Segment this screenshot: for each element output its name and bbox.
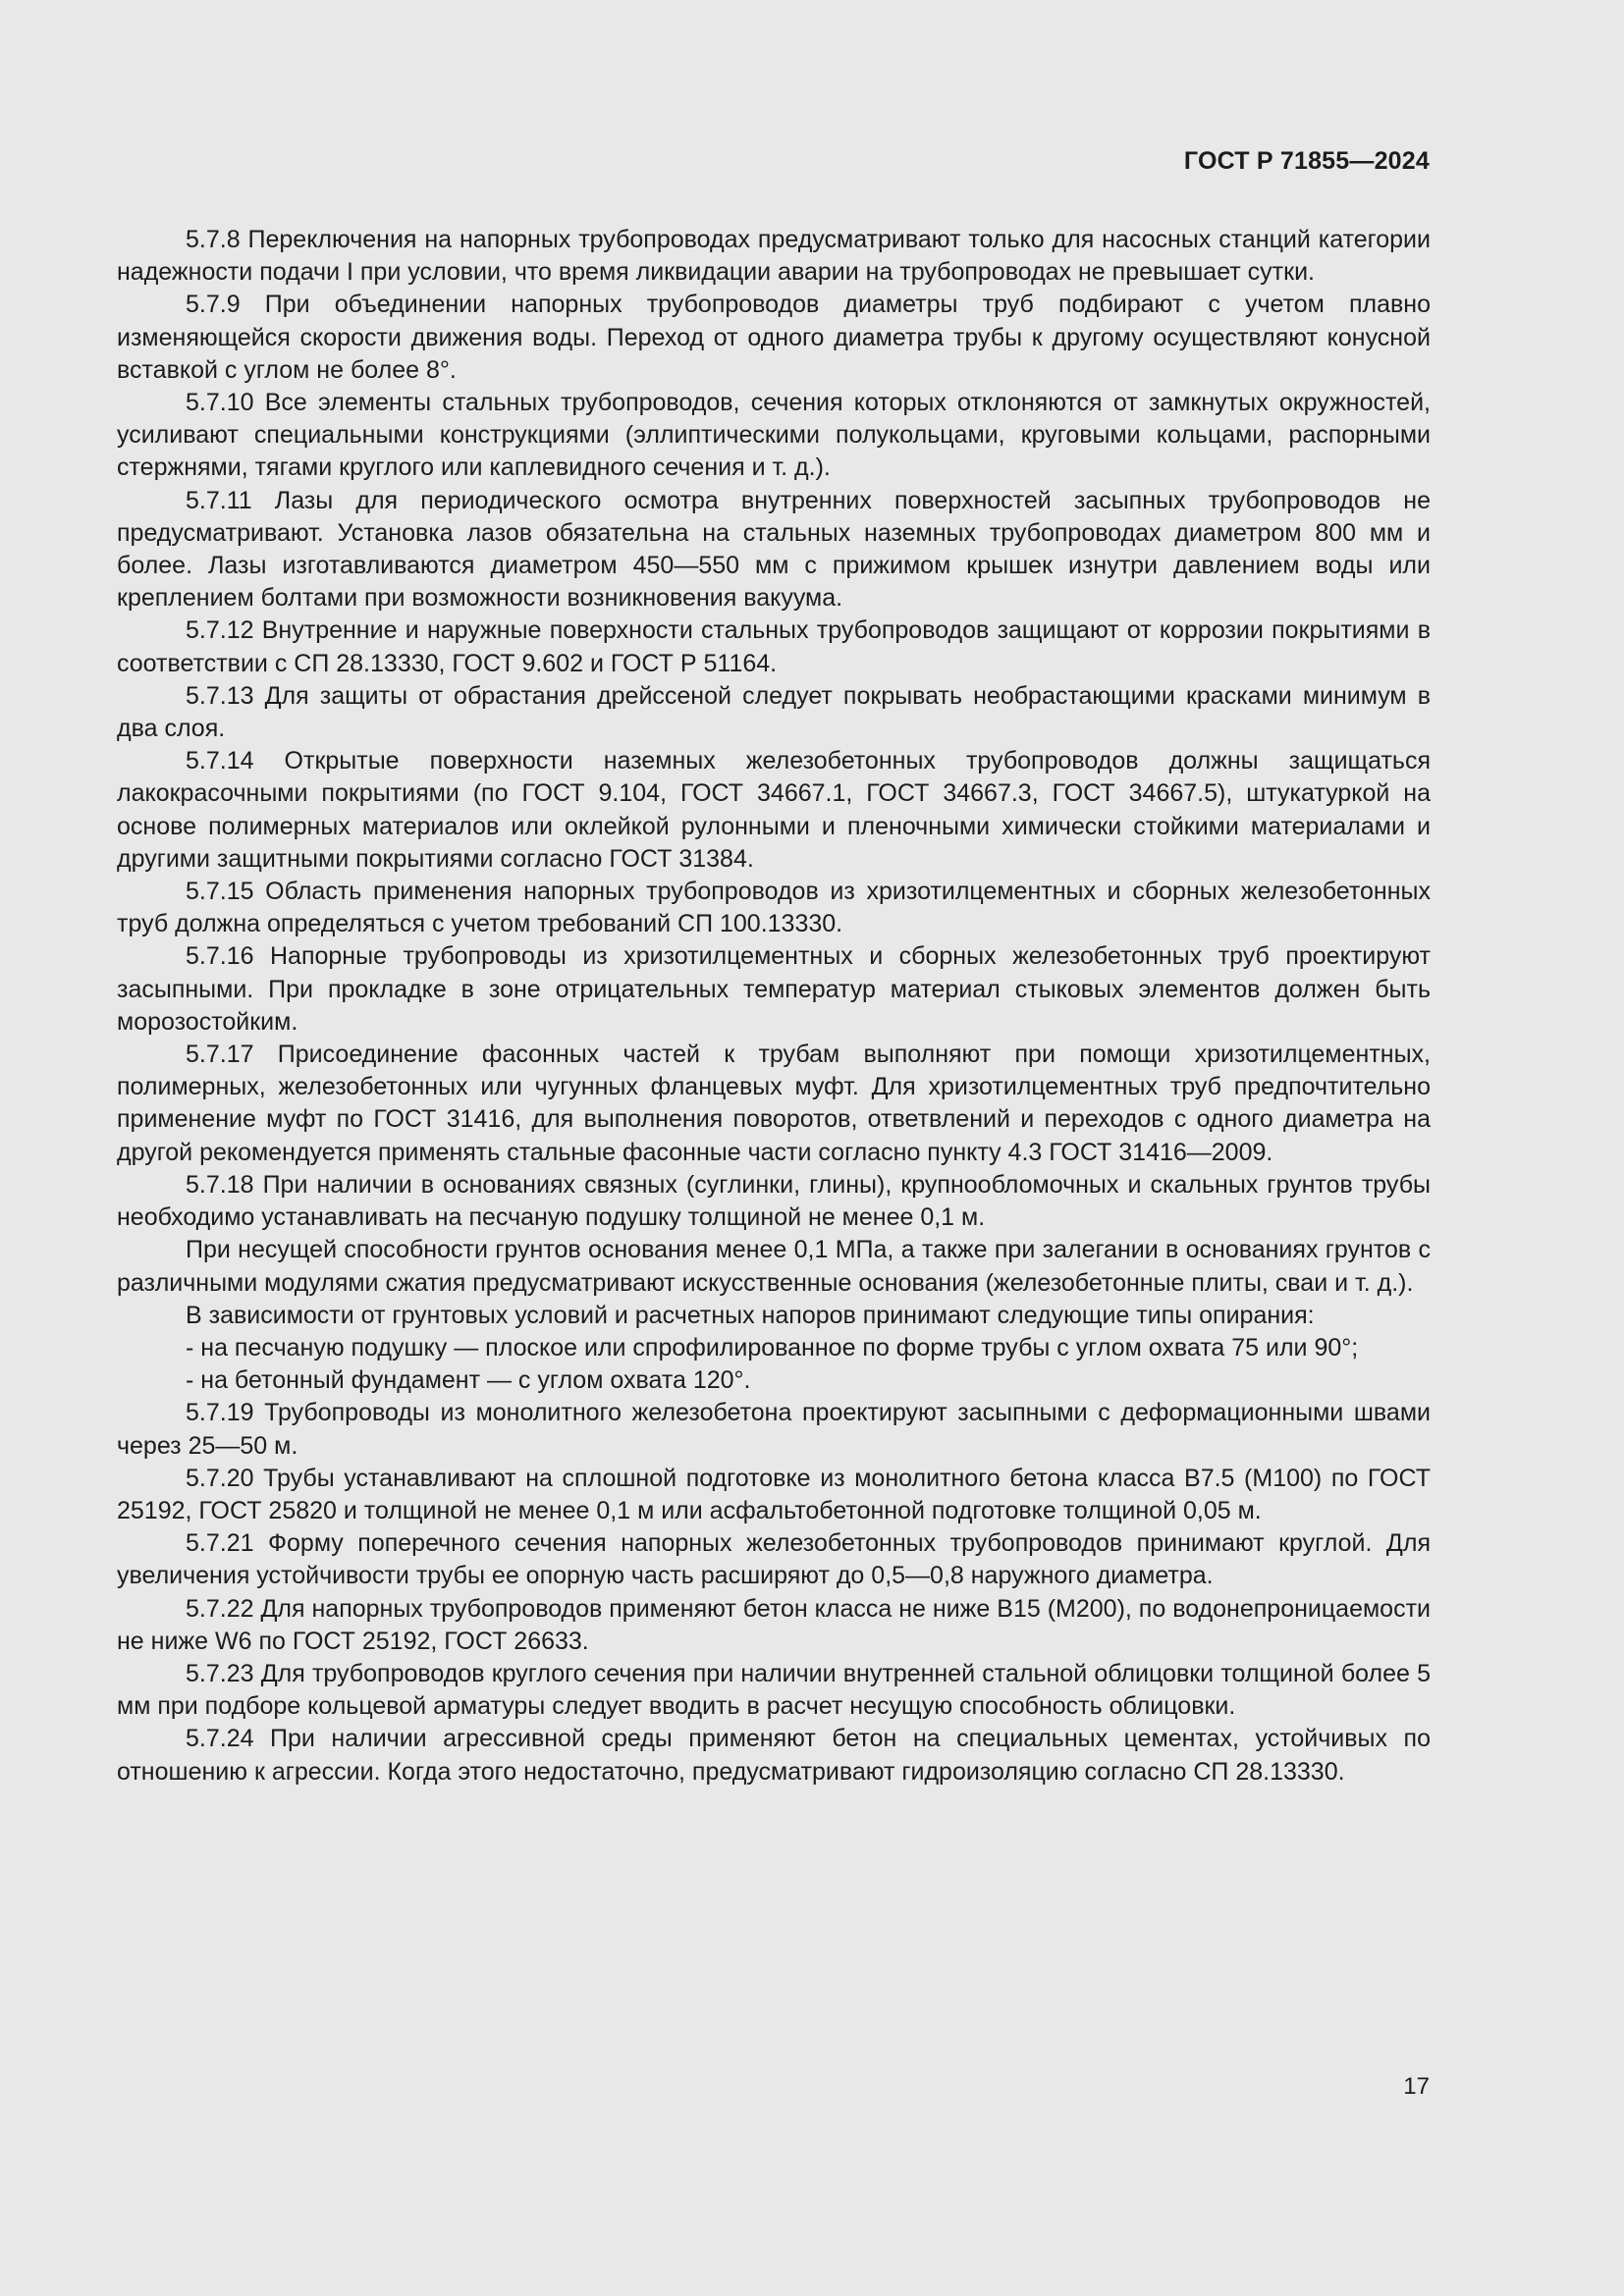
paragraph-5-7-19: 5.7.19 Трубопроводы из монолитного железобетона проектируют засыпными с деформационными швами через 25—50 м.: [117, 1399, 1431, 1460]
paragraph-5-7-18-support-types: В зависимости от грунтовых условий и расчетных напоров принимают следующие типы опирания:: [186, 1301, 1315, 1329]
paragraph-5-7-22: 5.7.22 Для напорных трубопроводов применяют бетон класса не ниже В15 (М200), по водонепроницаемости не ниже W6 по ГОСТ 25192, ГОСТ 26633.: [117, 1594, 1431, 1655]
document-code-header: ГОСТ Р 71855—2024: [1183, 147, 1430, 175]
paragraph-5-7-18: 5.7.18 При наличии в основаниях связных (суглинки, глины), крупнообломочных и скальных грунтов трубы необходимо устанавливать на песчаную подушку толщиной не менее 0,1 м.: [117, 1170, 1431, 1232]
paragraph-5-7-8: 5.7.8 Переключения на напорных трубопроводах предусматривают только для насосных станций категории надежности подачи I при условии, что время ликвидации аварии на трубопроводах не превышает сутки.: [117, 226, 1431, 287]
paragraph-5-7-9: 5.7.9 При объединении напорных трубопроводов диаметры труб подбирают с учетом плавно изменяющейся скорости движения воды. Переход от одного диаметра трубы к другому осуществляют конусной вставкой с углом не более 8°.: [117, 291, 1431, 384]
paragraph-5-7-18-soil: При несущей способности грунтов основания менее 0,1 МПа, а также при залегании в основаниях грунтов с различными модулями сжатия предусматривают искусственные основания (железобетонные плиты, сваи и т. д.).: [117, 1236, 1431, 1297]
document-body: [117, 224, 1431, 1789]
paragraph-5-7-24: 5.7.24 При наличии агрессивной среды применяют бетон на специальных цементах, устойчивых по отношению к агрессии. Когда этого недостаточно, предусматривают гидроизоляцию согласно СП 28.13330.: [117, 1725, 1431, 1786]
paragraph-5-7-14: 5.7.14 Открытые поверхности наземных железобетонных трубопроводов должны защищаться лакокрасочными покрытиями (по ГОСТ 9.104, ГОСТ 34667.1, ГОСТ 34667.3, ГОСТ 34667.5), штукатуркой на основе полимерных материалов или оклейкой рулонными и пленочными химически стойкими материалами и другими защитными покрытиями согласно ГОСТ 31384.: [117, 747, 1431, 873]
paragraph-5-7-10: 5.7.10 Все элементы стальных трубопроводов, сечения которых отклоняются от замкнутых окружностей, усиливают специальными конструкциями (эллиптическими полукольцами, круговыми кольцами, распорными стержнями, тягами круглого или каплевидного сечения и т. д.).: [117, 389, 1431, 482]
paragraph-5-7-12: 5.7.12 Внутренние и наружные поверхности стальных трубопроводов защищают от коррозии покрытиями в соответствии с СП 28.13330, ГОСТ 9.602 и ГОСТ Р 51164.: [117, 616, 1431, 677]
list-item-concrete-foundation: - на бетонный фундамент — с углом охвата 120°.: [186, 1366, 751, 1395]
paragraph-5-7-21: 5.7.21 Форму поперечного сечения напорных железобетонных трубопроводов принимают круглой. Для увеличения устойчивости трубы ее опорную часть расширяют до 0,5—0,8 наружного диаметра.: [117, 1529, 1431, 1590]
paragraph-5-7-15: 5.7.15 Область применения напорных трубопроводов из хризотилцементных и сборных железобетонных труб должна определяться с учетом требований СП 100.13330.: [117, 878, 1431, 938]
paragraph-5-7-23: 5.7.23 Для трубопроводов круглого сечения при наличии внутренней стальной облицовки толщиной более 5 мм при подборе кольцевой арматуры следует вводить в расчет несущую способность облицовки.: [117, 1659, 1431, 1721]
paragraph-5-7-11: 5.7.11 Лазы для периодического осмотра внутренних поверхностей засыпных трубопроводов не предусматривают. Установка лазов обязательна на стальных наземных трубопроводах диаметром 800 мм и более. Лазы изготавливаются диаметром 450—550 мм с прижимом крышек изнутри давлением воды или креплением болтами при возможности возникновения вакуума.: [117, 486, 1431, 613]
paragraph-5-7-20: 5.7.20 Трубы устанавливают на сплошной подготовке из монолитного бетона класса В7.5 (М100) по ГОСТ 25192, ГОСТ 25820 и толщиной не менее 0,1 м или асфальтобетонной подготовке толщиной 0,05 м.: [117, 1464, 1431, 1524]
paragraph-5-7-13: 5.7.13 Для защиты от обрастания дрейссеной следует покрывать необрастающими красками минимум в два слоя.: [117, 681, 1431, 743]
list-item-sand-cushion: - на песчаную подушку — плоское или спрофилированное по форме трубы с углом охвата 75 или 90°;: [186, 1333, 1359, 1362]
paragraph-5-7-16: 5.7.16 Напорные трубопроводы из хризотилцементных и сборных железобетонных труб проектируют засыпными. При прокладке в зоне отрицательных температур материал стыковых элементов должен быть морозостойким.: [117, 942, 1431, 1036]
page-number: 17: [1403, 2073, 1430, 2100]
paragraph-5-7-17: 5.7.17 Присоединение фасонных частей к трубам выполняют при помощи хризотилцементных, полимерных, железобетонных или чугунных фланцевых муфт. Для хризотилцементных труб предпочтительно применение муфт по ГОСТ 31416, для выполнения поворотов, ответвлений и переходов с одного диаметра на другой рекомендуется применять стальные фасонные части согласно пункту 4.3 ГОСТ 31416—2009.: [117, 1041, 1431, 1166]
